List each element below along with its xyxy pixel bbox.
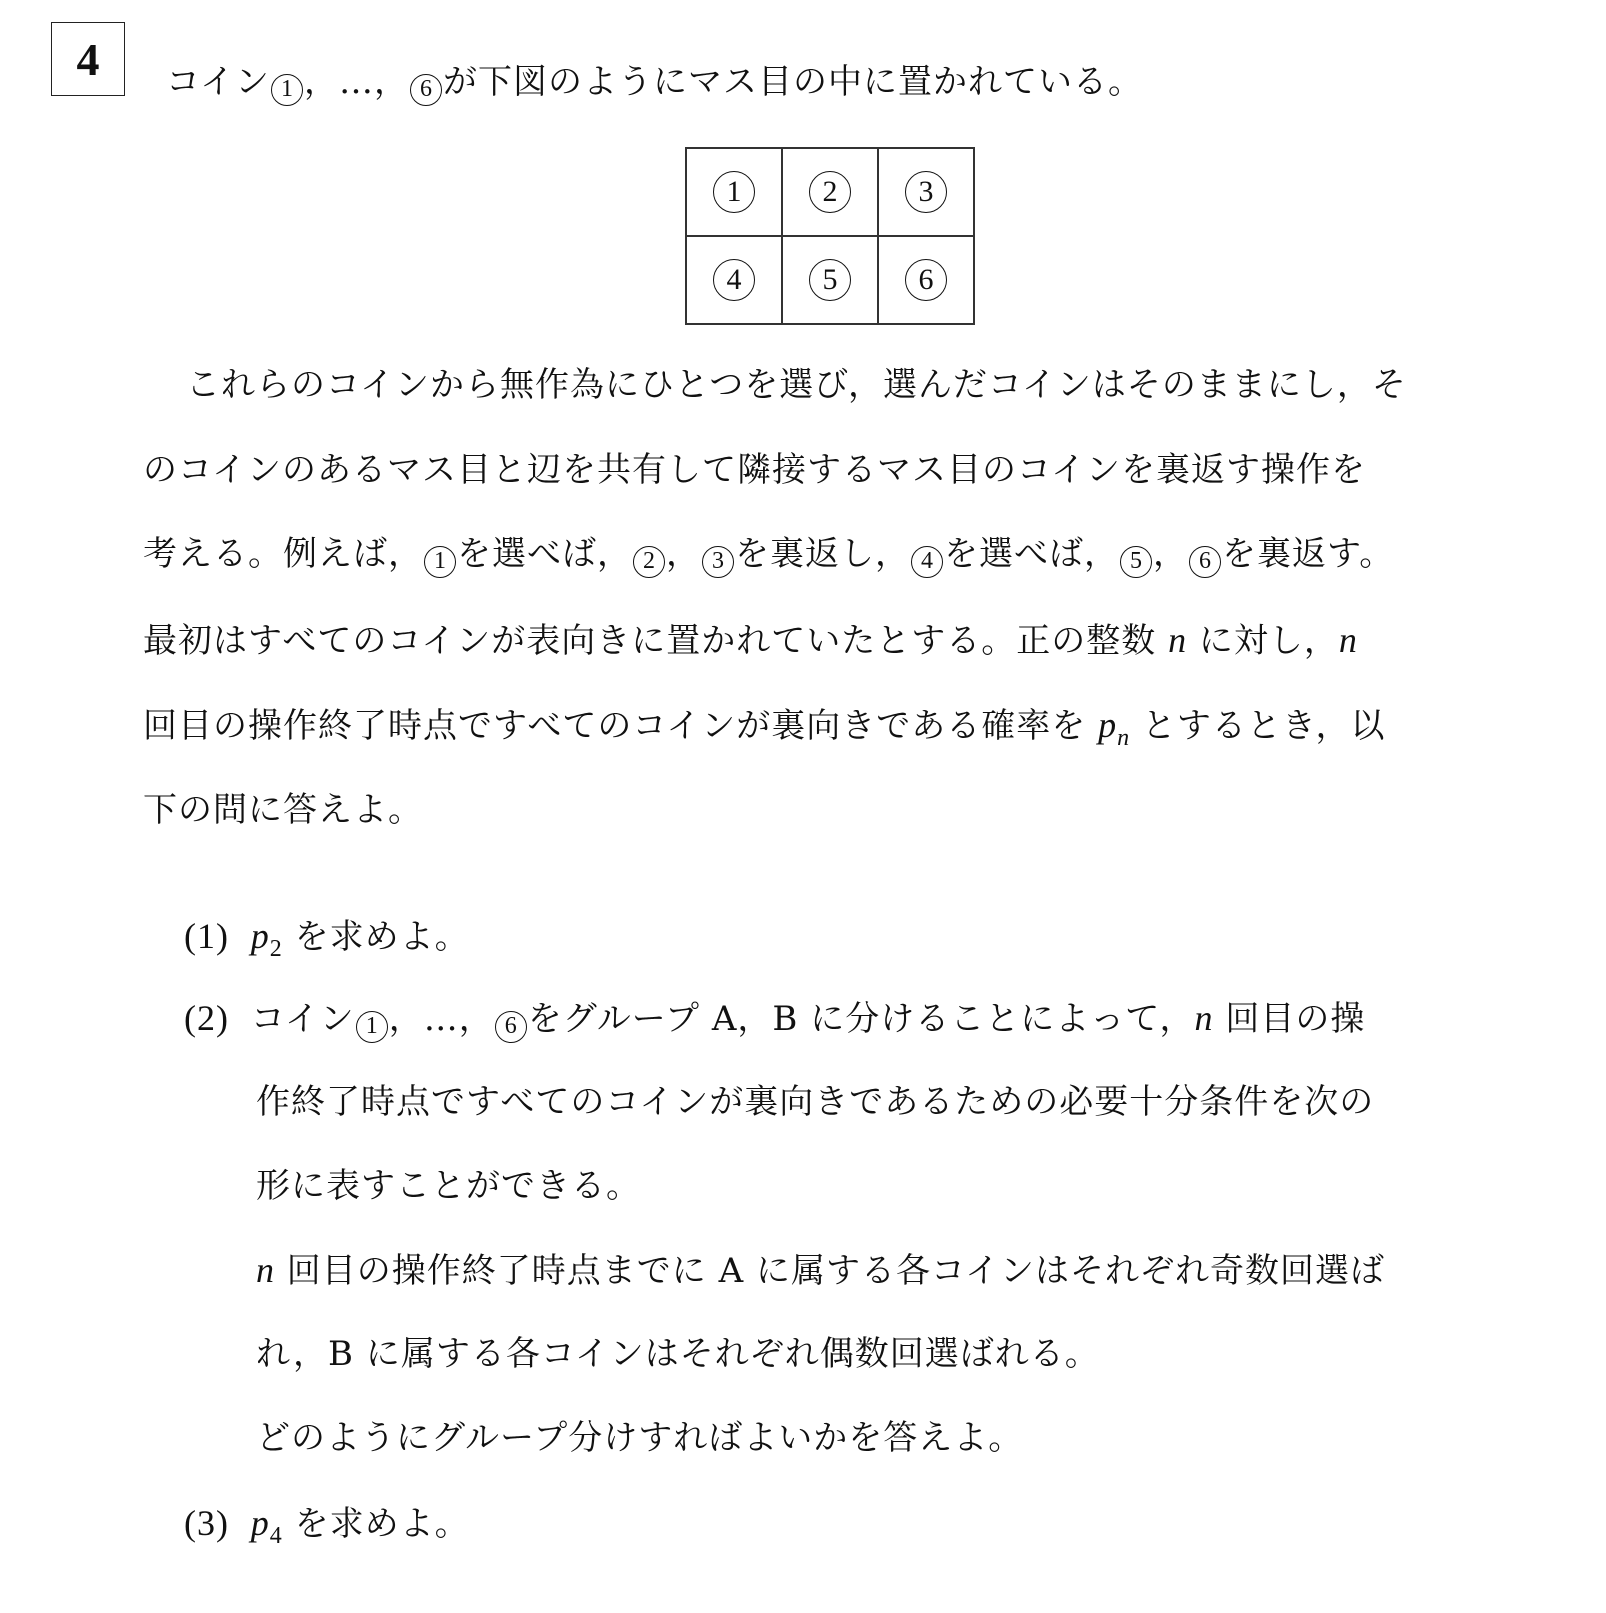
- variable-p: p: [1098, 705, 1118, 745]
- variable-p: p: [250, 916, 270, 956]
- text: 回目の操: [1213, 999, 1366, 1039]
- coin-5-icon: 5: [809, 259, 851, 301]
- coin-6-icon: 6: [905, 259, 947, 301]
- question-1: [184, 916, 470, 969]
- coin-grid-figure: [685, 147, 975, 325]
- body-line-2: のコインのあるマス目と辺を共有して隣接するマス目のコインを裏返す操作を: [143, 450, 1366, 490]
- intro-text-end: が下図のようにマス目の中に置かれている。: [442, 62, 1143, 102]
- coin-5-icon: 5: [1120, 546, 1152, 578]
- grid-cell: [782, 236, 878, 324]
- subscript-n: n: [1117, 725, 1131, 751]
- text: に対し，: [1187, 621, 1339, 661]
- body-line-3: [143, 534, 1394, 578]
- coin-6-icon: 6: [410, 74, 442, 106]
- variable-n: n: [1194, 998, 1214, 1038]
- text: 最初はすべてのコインが表向きに置かれていたとする。正の整数: [143, 621, 1169, 661]
- coin-1-icon: 1: [713, 171, 755, 213]
- intro-line: [166, 62, 1143, 106]
- question-2-line-3: 形に表すことができる。: [256, 1166, 641, 1206]
- text: とするとき，以: [1130, 706, 1386, 746]
- intro-ellipsis: ，…，: [303, 62, 409, 102]
- coin-4-icon: 4: [713, 259, 755, 301]
- question-2-condition-line-2: れ，B に属する各コインはそれぞれ偶数回選ばれる。: [256, 1334, 1100, 1374]
- body-line-5: [143, 705, 1386, 758]
- text: 回目の操作終了時点ですべてのコインが裏向きである確率を: [143, 706, 1099, 746]
- grid-cell: [878, 148, 974, 236]
- body-line-6: 下の問に答えよ。: [143, 790, 423, 830]
- question-2-line-6: どのようにグループ分けすればよいかを答えよ。: [256, 1418, 1024, 1458]
- variable-p: p: [250, 1503, 270, 1543]
- text: 回目の操作終了時点までに A に属する各コインはそれぞれ奇数回選ば: [275, 1251, 1385, 1291]
- problem-number: 4: [76, 33, 100, 85]
- coin-1-icon: 1: [271, 74, 303, 106]
- grid-cell: [686, 236, 782, 324]
- body-line-1: これらのコインから無作為にひとつを選び，選んだコインはそのままにし，そ: [186, 365, 1407, 405]
- coin-2-icon: 2: [633, 546, 665, 578]
- grid-cell: [782, 148, 878, 236]
- coin-6-icon: 6: [495, 1011, 527, 1043]
- question-label: (1): [184, 916, 229, 956]
- text: ，: [666, 534, 701, 574]
- body-line-4: [143, 620, 1358, 661]
- question-2-line-2: 作終了時点ですべてのコインが裏向きであるための必要十分条件を次の: [256, 1082, 1375, 1122]
- text: を裏返す。: [1222, 534, 1395, 574]
- coin-4-icon: 4: [911, 546, 943, 578]
- question-label: (3): [184, 1503, 229, 1543]
- text: ，: [1153, 534, 1188, 574]
- grid-cell: [878, 236, 974, 324]
- question-2-line-1: [184, 998, 1365, 1043]
- subscript: 2: [269, 936, 283, 962]
- text: をグループ A，B に分けることによって，: [527, 999, 1195, 1039]
- question-2-condition-line-1: [256, 1250, 1385, 1291]
- grid-cell: [686, 148, 782, 236]
- problem-number-box: [51, 22, 125, 96]
- variable-n: n: [1338, 620, 1358, 660]
- text: ，…，: [388, 999, 494, 1039]
- question-3: [184, 1503, 470, 1556]
- text: を選べば，: [944, 534, 1119, 574]
- variable-n: n: [1168, 620, 1188, 660]
- text: を選べば，: [457, 534, 632, 574]
- coin-3-icon: 3: [905, 171, 947, 213]
- coin-1-icon: 1: [424, 546, 456, 578]
- question-text: を求めよ。: [282, 917, 470, 957]
- question-text: を求めよ。: [282, 1504, 470, 1544]
- text: 考える。例えば，: [143, 534, 423, 574]
- coin-2-icon: 2: [809, 171, 851, 213]
- text: コイン: [250, 999, 355, 1039]
- coin-3-icon: 3: [702, 546, 734, 578]
- variable-n: n: [256, 1250, 275, 1290]
- subscript: 4: [269, 1523, 283, 1549]
- question-label: (2): [184, 998, 229, 1038]
- coin-1-icon: 1: [356, 1011, 388, 1043]
- coin-6-icon: 6: [1189, 546, 1221, 578]
- intro-text: コイン: [166, 62, 270, 102]
- text: を裏返し，: [735, 534, 910, 574]
